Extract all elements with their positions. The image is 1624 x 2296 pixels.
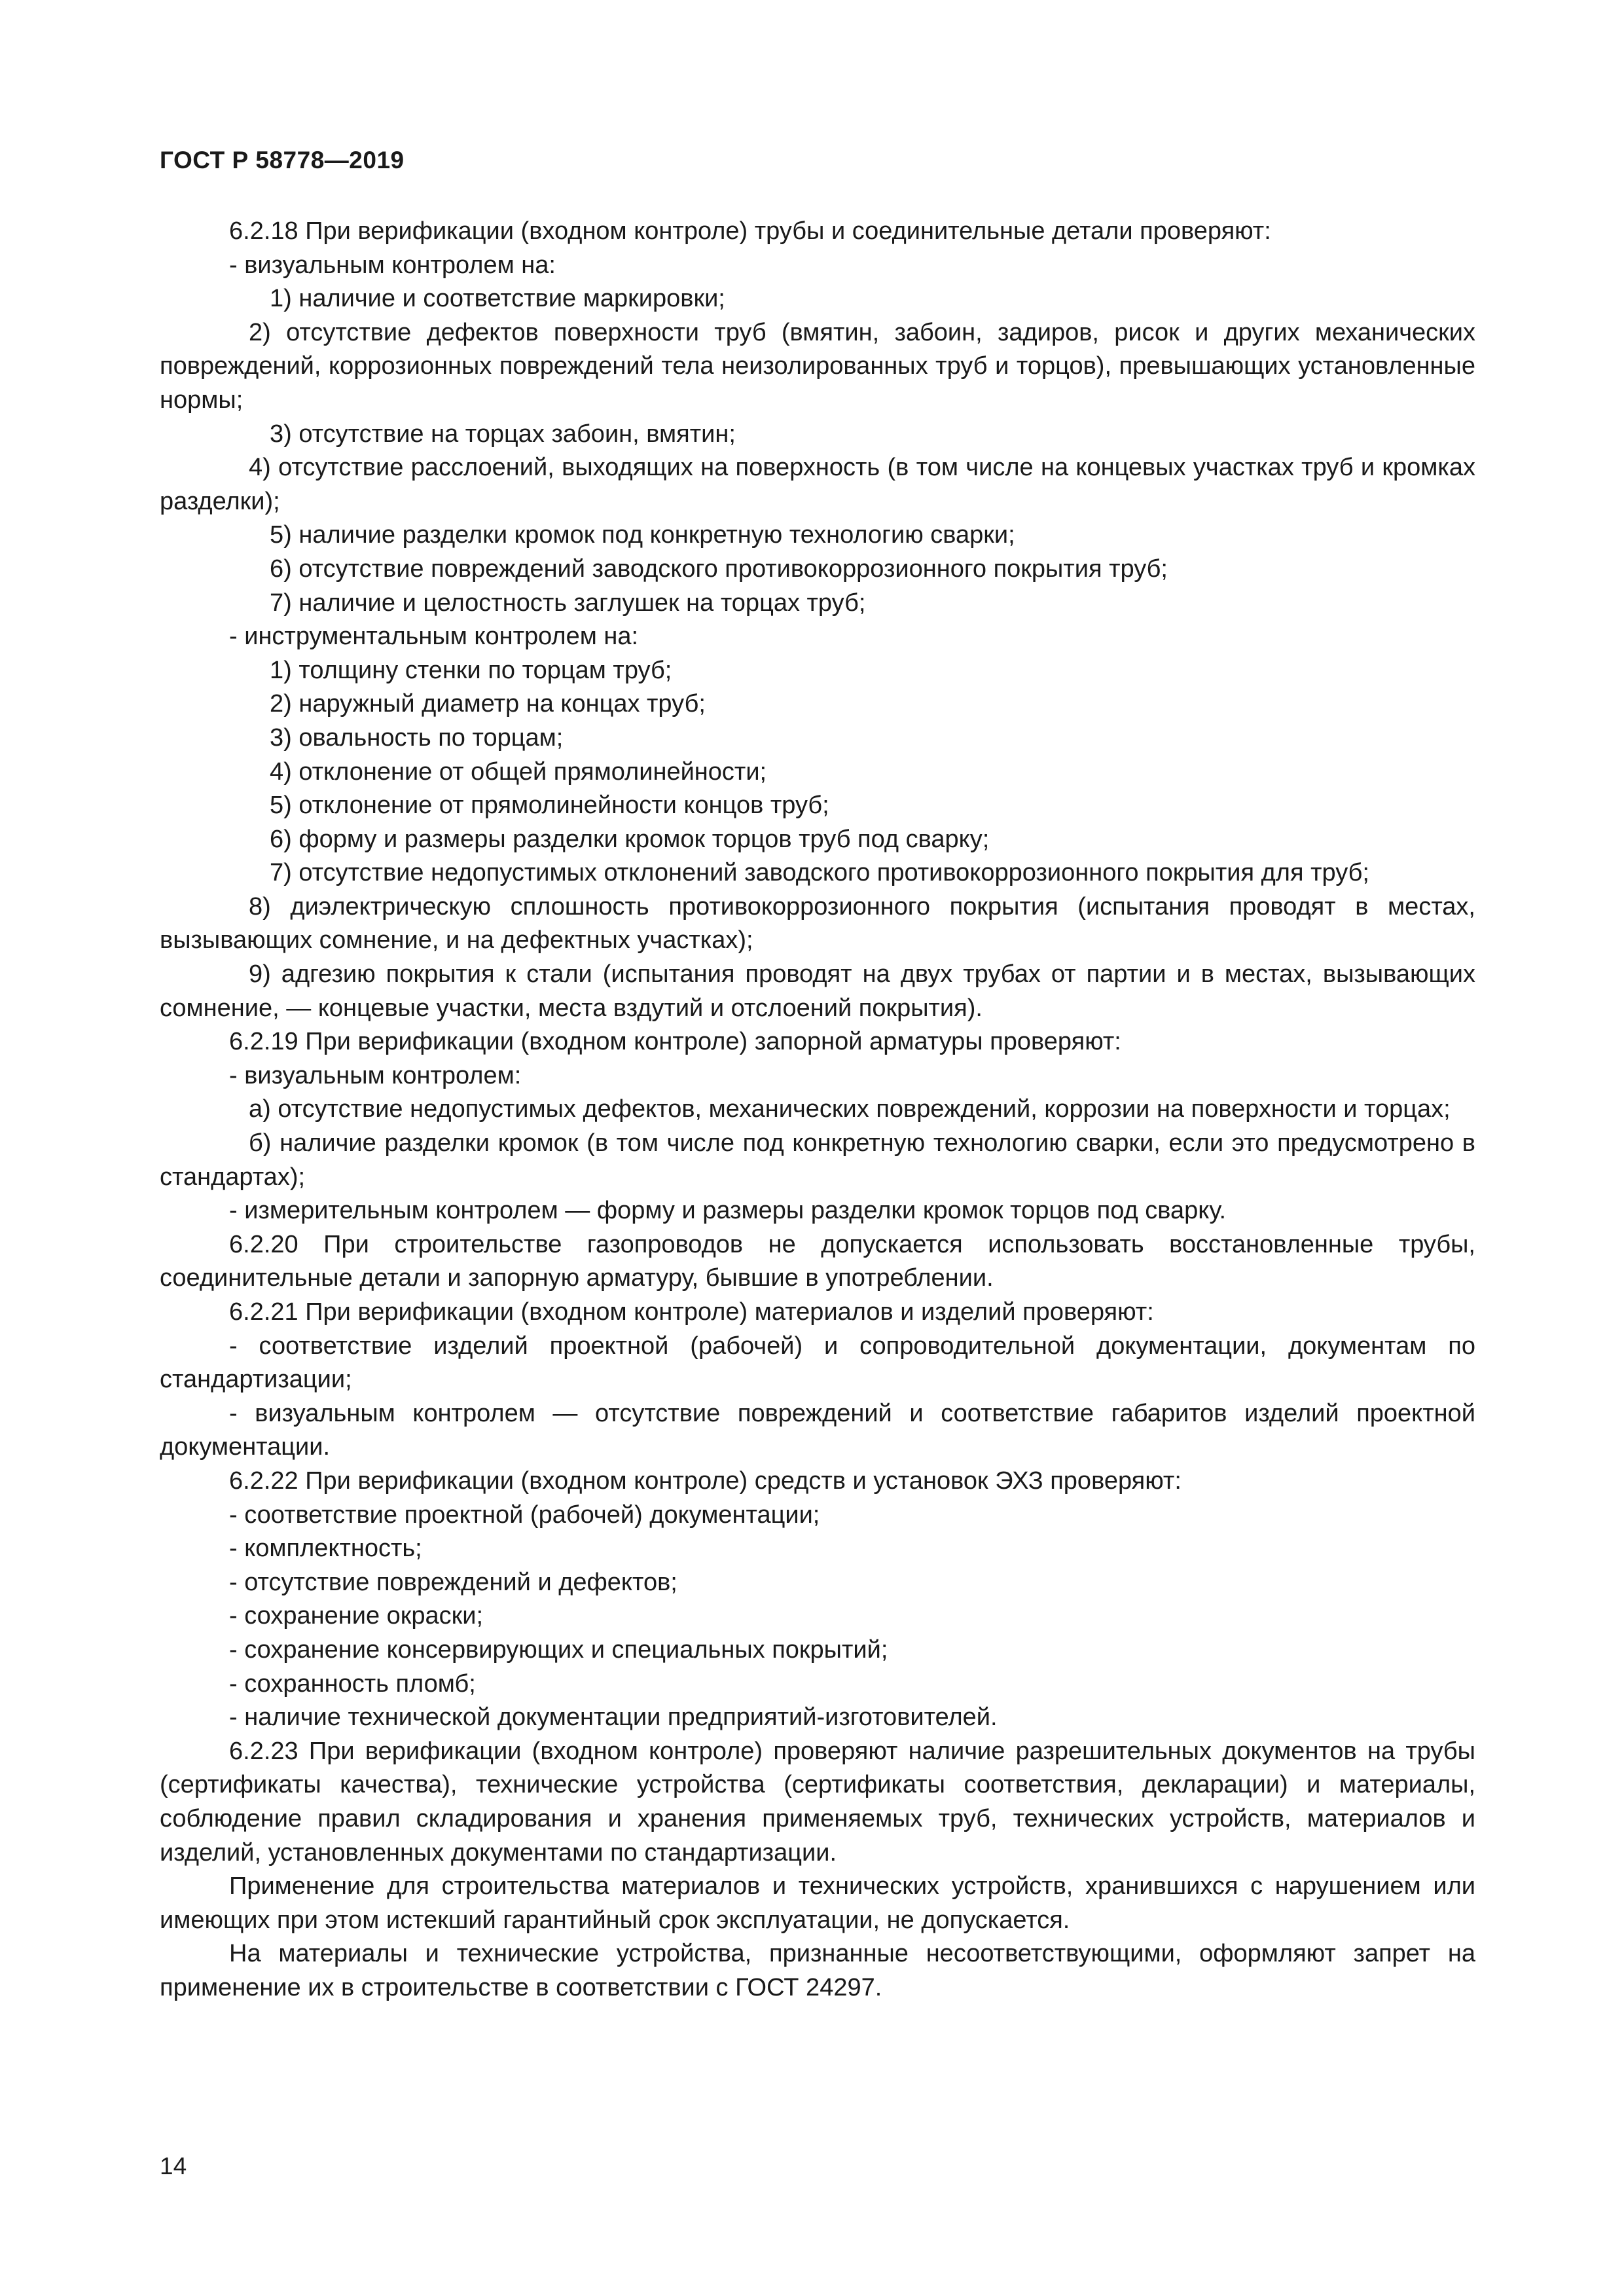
materials-item-1: - соответствие изделий проектной (рабочей) и сопроводительной документации, документам по стандартизации; [160,1332,1475,1394]
clause-6-2-19: 6.2.19 При верификации (входном контроле) запорной арматуры проверяют: [229,1028,1121,1056]
visual-item-6: 6) отсутствие повреждений заводского противокоррозионного покрытия труб; [270,555,1168,583]
valve-item-b: б) наличие разделки кромок (в том числе под конкретную технологию сварки, если это предусмотрено в стандартах); [160,1129,1475,1191]
ecp-item-1: - соответствие проектной (рабочей) документации; [229,1501,820,1529]
clause-6-2-20: 6.2.20 При строительстве газопроводов не допускается использовать восстановленные трубы, соединительные детали и запорную арматуру, бывшие в употреблении. [160,1230,1475,1292]
document-code-header: ГОСТ Р 58778—2019 [160,147,405,173]
instrumental-item-4: 4) отклонение от общей прямолинейности; [270,757,767,786]
visual-control-intro: - визуальным контролем на: [229,251,556,279]
instrumental-item-9: 9) адгезию покрытия к стали (испытания проводят на двух трубах от партии и в местах, вызывающих сомнение, — концевые участки, места вздутий и отслоений покрытия). [160,960,1475,1022]
visual-item-7: 7) наличие и целостность заглушек на торцах труб; [270,589,866,617]
visual-item-1: 1) наличие и соответствие маркировки; [270,285,725,313]
visual-control-intro-2: - визуальным контролем: [229,1061,522,1089]
ecp-item-2: - комплектность; [229,1535,422,1563]
materials-item-2: - визуальным контролем — отсутствие повреждений и соответствие габаритов изделий проектной документации. [160,1399,1475,1461]
ecp-item-6: - сохранность пломб; [229,1669,476,1698]
ecp-item-7: - наличие технической документации предприятий-изготовителей. [229,1704,998,1732]
clause-6-2-21: 6.2.21 При верификации (входном контроле) материалов и изделий проверяют: [229,1298,1154,1326]
usage-restriction-paragraph: Применение для строительства материалов и технических устройств, хранившихся с нарушением или имеющих при этом истекший гарантийный срок эксплуатации, не допускается. [160,1872,1475,1934]
instrumental-item-5: 5) отклонение от прямолинейности концов труб; [270,792,829,820]
ecp-item-3: - отсутствие повреждений и дефектов; [229,1568,677,1596]
visual-item-2: 2) отсутствие дефектов поверхности труб (вмятин, забоин, задиров, рисок и других механических повреждений, коррозионных повреждений тела неизолированных труб и торцов), превышающих установленные нормы; [160,318,1475,414]
instrumental-item-6: 6) форму и размеры разделки кромок торцов труб под сварку; [270,825,990,853]
instrumental-item-2: 2) наружный диаметр на концах труб; [270,690,706,718]
measuring-control-item: - измерительным контролем — форму и размеры разделки кромок торцов под сварку. [229,1197,1227,1225]
ecp-item-5: - сохранение консервирующих и специальных покрытий; [229,1635,888,1664]
document-body [160,215,1475,2005]
valve-item-a: а) отсутствие недопустимых дефектов, механических повреждений, коррозии на поверхности и торцах; [249,1095,1451,1123]
instrumental-item-3: 3) овальность по торцам; [270,723,564,752]
ecp-item-4: - сохранение окраски; [229,1602,484,1630]
clause-6-2-18: 6.2.18 При верификации (входном контроле) трубы и соединительные детали проверяют: [229,217,1271,245]
visual-item-4: 4) отсутствие расслоений, выходящих на поверхность (в том числе на концевых участках труб и кромках разделки); [160,454,1475,515]
instrumental-control-intro: - инструментальным контролем на: [229,623,639,651]
usage-ban-paragraph: На материалы и технические устройства, признанные несоответствующими, оформляют запрет на применение их в строительстве в соответствии с ГОСТ 24297. [160,1940,1475,2001]
instrumental-item-7: 7) отсутствие недопустимых отклонений заводского противокоррозионного покрытия для труб; [270,859,1369,887]
instrumental-item-1: 1) толщину стенки по торцам труб; [270,656,672,684]
visual-item-3: 3) отсутствие на торцах забоин, вмятин; [270,420,736,448]
instrumental-item-8: 8) диэлектрическую сплошность противокоррозионного покрытия (испытания проводят в местах, вызывающих сомнение, и на дефектных участках); [160,892,1475,955]
page-number: 14 [160,2153,187,2179]
clause-6-2-23: 6.2.23 При верификации (входном контроле) проверяют наличие разрешительных документов на трубы (сертификаты качества), технические устройства (сертификаты соответствия, декларации) и материалы, соблюдение правил складирования и хранения применяемых труб, технических устройств, материалов и изделий, установленных документами по стандартизации. [160,1737,1475,1867]
visual-item-5: 5) наличие разделки кромок под конкретную технологию сварки; [270,521,1015,549]
clause-6-2-22: 6.2.22 При верификации (входном контроле) средств и установок ЭХЗ проверяют: [229,1467,1182,1495]
